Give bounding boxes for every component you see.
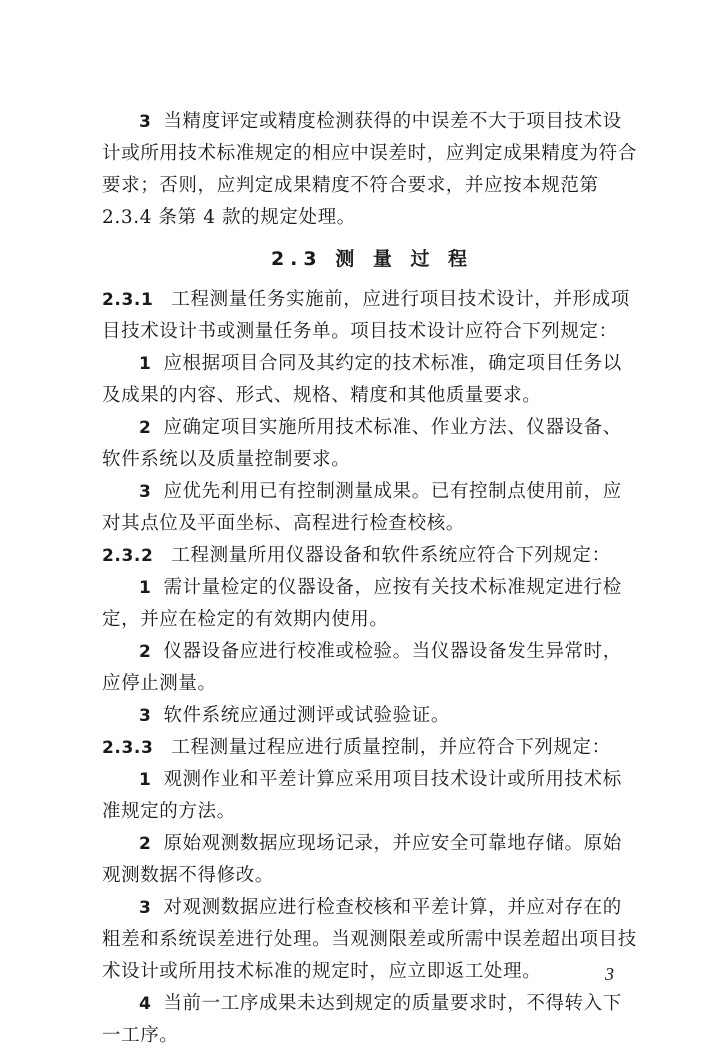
clause-number: 2.3.3 [102,738,154,758]
line-text: 工程测量所用仪器设备和软件系统应符合下列规定： [171,545,611,566]
text-line: 观测数据不得修改。 [102,865,274,886]
item-line [102,412,642,444]
line-text: 工程测量任务实施前，应进行项目技术设计，并形成项 [171,289,630,310]
item-number: 1 [139,578,152,598]
line-text: 仪器设备应进行校准或检验。当仪器设备发生异常时， [163,641,622,662]
item-number: 4 [139,994,152,1014]
item-number: 3 [139,482,152,502]
text-line: 准规定的方法。 [102,801,236,822]
line-text: 应确定项目实施所用技术标准、作业方法、仪器设备、 [163,417,622,438]
text-line: 目技术设计书或测量任务单。项目技术设计应符合下列规定： [102,321,618,342]
item-line [102,348,642,380]
line-text: 应根据项目合同及其约定的技术标准，确定项目任务以 [163,353,622,374]
text-line: 计或所用技术标准规定的相应中误差时，应判定成果精度为符合 [102,143,637,164]
item-number: 2 [139,642,152,662]
line-text: 对观测数据应进行检查校核和平差计算，并应对存在的 [163,897,622,918]
line-text: 应优先利用已有控制测量成果。已有控制点使用前，应 [163,481,622,502]
item-number: 2 [139,418,152,438]
item-number: 1 [139,354,152,374]
text-line: 2.3.4 条第 4 款的规定处理。 [102,207,356,228]
line-text: 工程测量过程应进行质量控制，并应符合下列规定： [171,737,611,758]
page-content [102,106,642,1052]
item-number: 3 [139,706,152,726]
item-line [102,700,642,732]
item-number: 3 [139,112,152,132]
item-line [102,764,642,796]
line-text: 软件系统应通过测评或试验验证。 [163,705,450,726]
line-text: 需计量检定的仪器设备，应按有关技术标准规定进行检 [163,577,622,598]
text-line: 应停止测量。 [102,673,217,694]
section-heading: 2.3 测 量 过 程 [270,248,474,270]
clause-number: 2.3.1 [102,290,154,310]
text-line: 一工序。 [102,1025,179,1046]
text-line: 术设计或所用技术标准的规定时，应立即返工处理。 [102,961,542,982]
item-number: 2 [139,834,152,854]
clause-line [102,284,642,316]
clause-number: 2.3.2 [102,546,154,566]
line-text: 观测作业和平差计算应采用项目技术设计或所用技术标 [163,769,622,790]
text-line: 定，并应在检定的有效期内使用。 [102,609,389,630]
item-line [102,892,642,924]
line-text: 原始观测数据应现场记录，并应安全可靠地存储。原始 [163,833,622,854]
clause-line [102,732,642,764]
line-text: 当精度评定或精度检测获得的中误差不大于项目技术设 [163,111,622,132]
item-line [102,828,642,860]
line-text: 当前一工序成果未达到规定的质量要求时，不得转入下 [163,993,622,1014]
item-line [102,988,642,1020]
item-number: 1 [139,770,152,790]
text-line [102,106,642,138]
page-number: 3 [605,964,614,984]
text-line: 粗差和系统误差进行处理。当观测限差或所需中误差超出项目技 [102,929,637,950]
text-line: 软件系统以及质量控制要求。 [102,449,351,470]
text-line: 要求；否则，应判定成果精度不符合要求，并应按本规范第 [102,175,599,196]
item-line [102,476,642,508]
clause-line [102,540,642,572]
item-line [102,636,642,668]
item-number: 3 [139,898,152,918]
item-line [102,572,642,604]
text-line: 对其点位及平面坐标、高程进行检查校核。 [102,513,465,534]
text-line: 及成果的内容、形式、规格、精度和其他质量要求。 [102,385,542,406]
